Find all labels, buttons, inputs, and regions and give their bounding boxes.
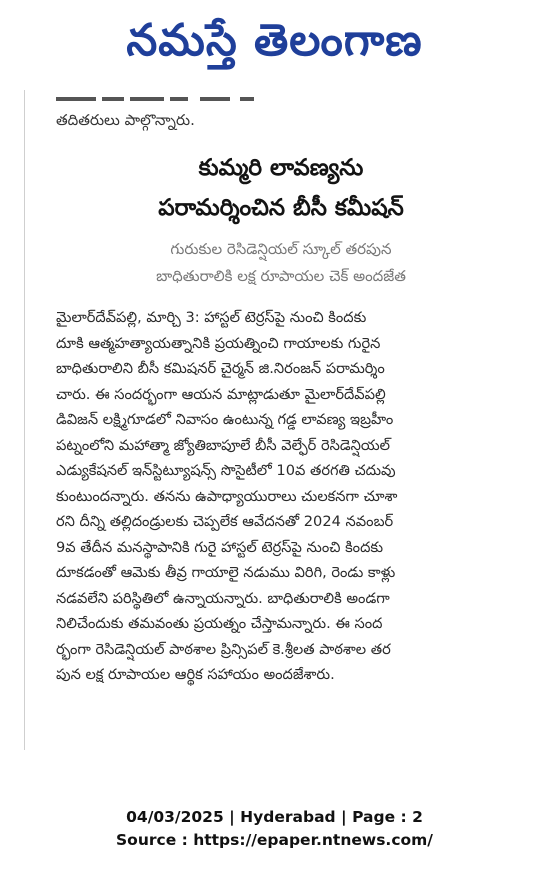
footer-date-edition-page: 04/03/2025 | Hyderabad | Page : 2 — [126, 808, 423, 826]
subheadline-line-1: గురుకుల రెసిడెన్షియల్ స్కూల్ తరపున — [170, 240, 392, 258]
body-line: దూకి ఆత్మహత్యాయత్నానికి ప్రయత్నించి గాయాలకు గురైన — [56, 334, 381, 352]
body-line: రని దీన్ని తల్లిదండ్రులకు చెప్పలేక ఆవేదనతో 2024 నవంబర్ — [56, 513, 394, 530]
body-line: నడవలేని పరిస్థితిలో ఉన్నాయన్నారు. బాధితురాలికి అండగా — [56, 589, 390, 607]
body-line: బాధితురాలిని బీసీ కమిషనర్ చైర్మన్ జి.నిరంజన్ పరామర్శిం — [56, 360, 385, 377]
scan-edge-divider — [24, 90, 25, 750]
news-clipping — [50, 95, 512, 745]
body-line: మైలార్‌దేవ్‌పల్లి, మార్చి 3: హాస్టల్ టెర్రస్‌పై నుంచి కిందకు — [56, 309, 367, 326]
body-line: ఎడ్యుకేషనల్ ఇన్‌స్టిట్యూషన్స్ సొసైటీలో 10వ తరగతి చదువు — [56, 462, 396, 479]
masthead — [0, 0, 549, 82]
body-line: కుంటుందన్నారు. తనను ఉపాధ్యాయురాలు చులకనగా చూశా — [56, 487, 398, 505]
subheadline-line-2: బాధితురాలికి లక్ష రూపాయల చెక్ అందజేత — [156, 267, 406, 285]
body-line: ర్భంగా రెసిడెన్షియల్ పాఠశాల ప్రిన్సిపల్ కె.శ్రీలత పాఠశాల తర — [56, 640, 391, 658]
article-body — [56, 305, 508, 688]
body-line: పున లక్ష రూపాయల ఆర్థిక సహాయం అందజేశారు. — [56, 666, 335, 683]
headline-line-2: పరామర్శించిన బీసీ కమీషన్ — [158, 195, 404, 221]
body-line: చారు. ఈ సందర్భంగా ఆయన మాట్లాడుతూ మైలార్‌దేవ్‌పల్లి — [56, 385, 386, 403]
body-line: దూకడంతో ఆమెకు తీవ్ర గాయాలై నడుము విరిగి, రెండు కాళ్లు — [56, 564, 396, 581]
headline-line-1: కుమ్మరి లావణ్యను — [198, 155, 364, 181]
body-line: 9వ తేదీన మనస్థాపానికి గురై హాస్టల్ టెర్రస్‌పై నుంచి కిందకు — [56, 538, 384, 556]
body-line: డివిజన్ లక్ష్మిగూడలో నివాసం ఉంటున్న గడ్డ లావణ్య ఇబ్రహీం — [56, 411, 394, 428]
footer-source: Source : https://epaper.ntnews.com/ — [116, 831, 433, 849]
cropped-text-edge — [50, 95, 490, 105]
body-line: పట్నంలోని మహాత్మా జ్యోతిబాపూలే బీసీ వెల్ఫేర్ రెసిడెన్షియల్ — [56, 436, 391, 454]
masthead-title: నమస్తే తెలంగాణ — [126, 15, 423, 66]
previous-story-tail: తదితరులు పాల్గొన్నారు. — [56, 111, 195, 129]
body-line: నిలిచేందుకు తమవంతు ప్రయత్నం చేస్తామన్నారు. ఈ సంద — [56, 615, 383, 632]
